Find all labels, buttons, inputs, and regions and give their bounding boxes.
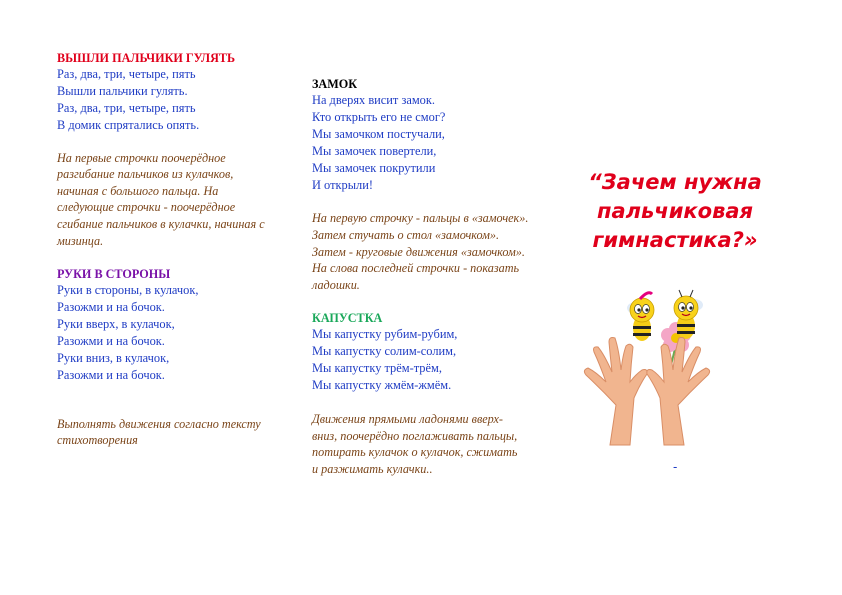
poem-line: Вышли пальчики гулять. bbox=[57, 83, 188, 98]
poem-line: Разожми и на бочок. bbox=[57, 367, 165, 382]
poem-line: Мы замочек повертели, bbox=[312, 143, 437, 158]
hands-with-bees-illustration bbox=[572, 280, 722, 455]
hands-bees-icon bbox=[572, 280, 722, 450]
column-right bbox=[565, 168, 795, 255]
poem-lines-zamok bbox=[312, 92, 542, 193]
instruction-note-vyshli: На первые строчки поочерёдное разгибание пальчиков из кулачков, начиная с большого пальца. На следующие строчки - поочерёдное сгибание пальчиков в кулачки, начиная с мизинца. bbox=[57, 150, 265, 248]
poem-lines-vyshli bbox=[57, 66, 287, 134]
poem-line: Разожми и на бочок. bbox=[57, 333, 165, 348]
column-middle bbox=[312, 76, 542, 477]
poem-line: Мы замочек покрутили bbox=[312, 160, 436, 175]
poem-line: Руки в стороны, в кулачок, bbox=[57, 283, 199, 298]
poem-title-ruki: РУКИ В СТОРОНЫ bbox=[57, 267, 171, 282]
poem-lines-ruki bbox=[57, 282, 287, 383]
brochure-title: “Зачем нужна пальчиковая гимнастика?» bbox=[588, 170, 762, 252]
dash-mark: - bbox=[673, 459, 678, 474]
poem-lines-kapustka bbox=[312, 326, 542, 394]
poem-line: Руки вверх, в кулачок, bbox=[57, 317, 175, 331]
poem-line: В домик спрятались опять. bbox=[57, 117, 200, 132]
poem-line: Мы капустку трём-трём, bbox=[312, 361, 442, 376]
poem-title-kapustka: КАПУСТКА bbox=[312, 311, 383, 326]
poem-line: Разожми и на бочок. bbox=[57, 300, 165, 315]
poem-line: На дверях висит замок. bbox=[312, 93, 435, 107]
poem-line: Кто открыть его не смог? bbox=[312, 109, 446, 124]
poem-line: Раз, два, три, четыре, пять bbox=[57, 67, 196, 81]
poem-line: Раз, два, три, четыре, пять bbox=[57, 100, 196, 115]
poem-title-vyshli: ВЫШЛИ ПАЛЬЧИКИ ГУЛЯТЬ bbox=[57, 51, 236, 65]
poem-line: Руки вниз, в кулачок, bbox=[57, 350, 170, 365]
poem-line: Мы капустку рубим-рубим, bbox=[312, 327, 458, 342]
instruction-note-kapustka: Движения прямыми ладонями вверх-вниз, поочерёдно поглаживать пальцы, потирать кулачок о кулачок, сжимать и разжимать кулачки.. bbox=[312, 412, 518, 476]
column-left bbox=[57, 50, 287, 449]
instruction-note-zamok: На первую строчку - пальцы в «замочек». Затем стучать о стол «замочком». Затем - круговые движения «замочком». На слова последней строчки - показать ладошки. bbox=[312, 211, 529, 292]
poem-line: Мы замочком постучали, bbox=[312, 126, 445, 141]
poem-line: Мы капустку солим-солим, bbox=[312, 344, 457, 359]
poem-line: Мы капустку жмём-жмём. bbox=[312, 378, 452, 393]
poem-title-zamok: ЗАМОК bbox=[312, 77, 358, 91]
poem-line: И открыли! bbox=[312, 177, 373, 192]
instruction-note-ruki: Выполнять движения согласно тексту стихотворения bbox=[57, 416, 261, 448]
